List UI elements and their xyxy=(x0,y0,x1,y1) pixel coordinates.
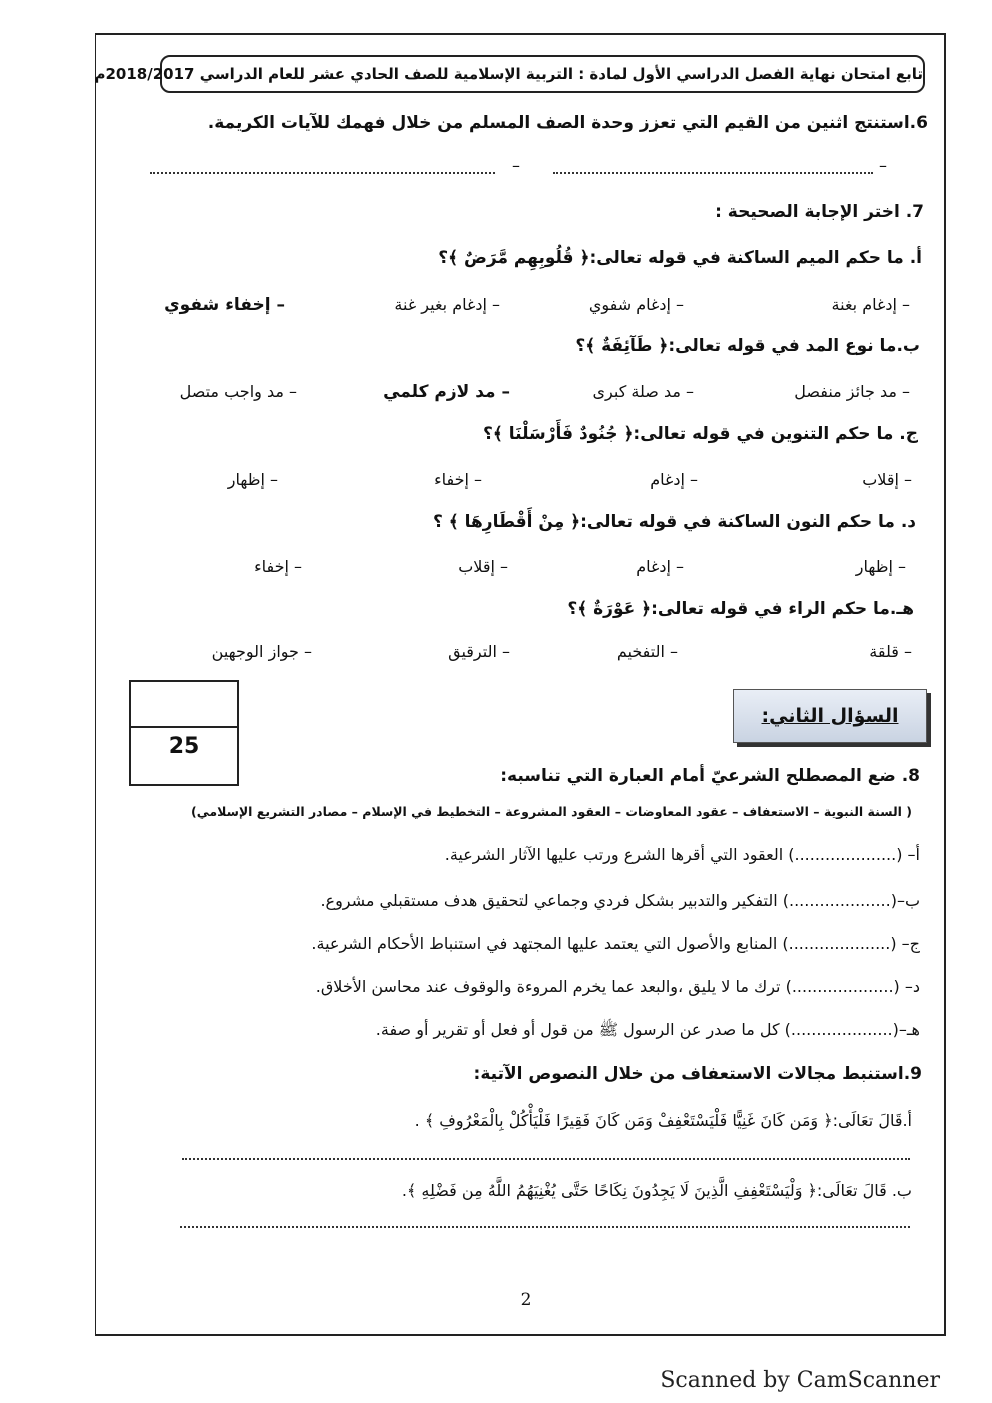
q7c-option-4: – إظهار xyxy=(227,470,278,489)
scanner-footer: Scanned by CamScanner xyxy=(660,1368,940,1393)
q7a-option-2: – إدغام شفوي xyxy=(588,295,684,314)
q7d-question: د. ما حكم النون الساكنة في قوله تعالى:﴿ مِنْ أَقْطَارِهَا ﴾ ؟ xyxy=(432,512,916,532)
q8-item-c: ج– (....................) المنابع والأصول التي يعتمد عليها المجتهد في استنباط الأحكام الشرعية. xyxy=(311,934,920,953)
q7a-option-1: – إدغام بغنة xyxy=(831,295,910,314)
q7d-option-2: – إدغام xyxy=(636,557,684,576)
q7c-question: ج. ما حكم التنوين في قوله تعالى:﴿ جُنُودٌ فَأَرْسَلْنَا ﴾؟ xyxy=(483,424,918,444)
q7e-option-3: – الترقيق xyxy=(448,642,510,661)
q7a-option-4: – إخفاء شفوي xyxy=(164,295,285,315)
q9-verse-a: أ.قَالَ تعَالَى:﴿ وَمَن كَانَ غَنِيًّا فَلْيَسْتَعْفِفْ وَمَن كَانَ فَقِيرًا فَلْيَأْكُلْ بِالْمَعْرُوفِ ﴾ . xyxy=(414,1111,912,1130)
q8-item-a: أ– (....................) العقود التي أقرها الشرع ورتب عليها الآثار الشرعية. xyxy=(444,845,920,864)
q7b-option-3: – مد لازم كلمي xyxy=(383,382,510,402)
q7b-option-4: – مد واجب متصل xyxy=(179,382,297,401)
page-number: 2 xyxy=(520,1290,532,1310)
q7e-option-2: – التفخيم xyxy=(616,642,678,661)
score-box xyxy=(129,680,239,786)
q8-item-d: د– (....................) ترك ما لا يليق ،والبعد عما يخرم المروءة والوقوف عند محاسن الأخلاق. xyxy=(315,977,920,996)
q6-dash-1: – xyxy=(879,156,887,175)
q7d-option-1: – إظهار xyxy=(855,557,906,576)
exam-header: تابع امتحان نهاية الفصل الدراسي الأول لمادة : التربية الإسلامية للصف الحادي عشر للعام الدراسي 2018/2017م xyxy=(160,55,925,93)
q6-answer-line-1 xyxy=(553,172,873,174)
q6-text: 6.استنتج اثنين من القيم التي تعزز وحدة الصف المسلم من خلال فهمك للآيات الكريمة. xyxy=(207,113,928,133)
q9-title: 9.استنبط مجالات الاستعفاف من خلال النصوص الآتية: xyxy=(473,1064,922,1084)
score-box-divider xyxy=(131,726,237,728)
q7b-question: ب.ما نوع المد في قوله تعالى:﴿ طَآئِفَةٌ ﴾؟ xyxy=(575,336,920,356)
q8-terms-bank: ( السنة النبوية – الاستعفاف – عقود المعاوضات – العقود المشروعة – التخطيط في الإسلام – مصادر التشريع الإسلامي) xyxy=(190,804,912,819)
q8-title: 8. ضع المصطلح الشرعيّ أمام العبارة التي تناسبه: xyxy=(500,766,920,786)
q7a-question: أ. ما حكم الميم الساكنة في قوله تعالى:﴿ قُلُوبِهِم مَّرَضٌ ﴾؟ xyxy=(438,248,922,268)
q7b-option-2: – مد صلة كبرى xyxy=(592,382,694,401)
q8-item-e: هـ–(....................) كل ما صدر عن الرسول ﷺ من قول أو فعل أو تقرير أو صفة. xyxy=(375,1020,920,1039)
q7e-option-1: – قلقة xyxy=(869,642,912,661)
q7d-option-4: – إخفاء xyxy=(254,557,302,576)
q9a-answer-line xyxy=(182,1158,910,1160)
score-value: 25 xyxy=(168,734,200,759)
q6-answer-line-2 xyxy=(150,172,495,174)
q7c-option-3: – إخفاء xyxy=(434,470,482,489)
q7d-option-3: – إقلاب xyxy=(458,557,508,576)
q7b-option-1: – مد جائز منفصل xyxy=(794,382,910,401)
q9b-answer-line xyxy=(180,1226,910,1228)
q7c-option-2: – إدغام xyxy=(650,470,698,489)
q7e-option-4: – جواز الوجهين xyxy=(211,642,312,661)
q9-verse-b: ب. قَالَ تعَالَى:﴿ وَلْيَسْتَعْفِفِ الَّذِينَ لَا يَجِدُونَ نِكَاحًا حَتَّى يُغْنِيَهُمُ اللَّهُ مِن فَضْلِهِ ﴾. xyxy=(401,1181,912,1200)
section-2-title: السؤال الثاني: xyxy=(733,689,927,743)
q8-item-b: ب–(....................) التفكير والتدبير بشكل فردي وجماعي لتحقيق هدف مستقبلي مشروع. xyxy=(320,891,920,910)
q7a-option-3: – إدغام بغير غنة xyxy=(394,295,500,314)
q7-title: 7. اختر الإجابة الصحيحة : xyxy=(715,202,924,222)
q7e-question: هـ.ما حكم الراء في قوله تعالى:﴿ عَوْرَةٌ ﴾؟ xyxy=(567,599,914,619)
q7c-option-1: – إقلاب xyxy=(862,470,912,489)
q6-dash-2: – xyxy=(512,156,520,175)
